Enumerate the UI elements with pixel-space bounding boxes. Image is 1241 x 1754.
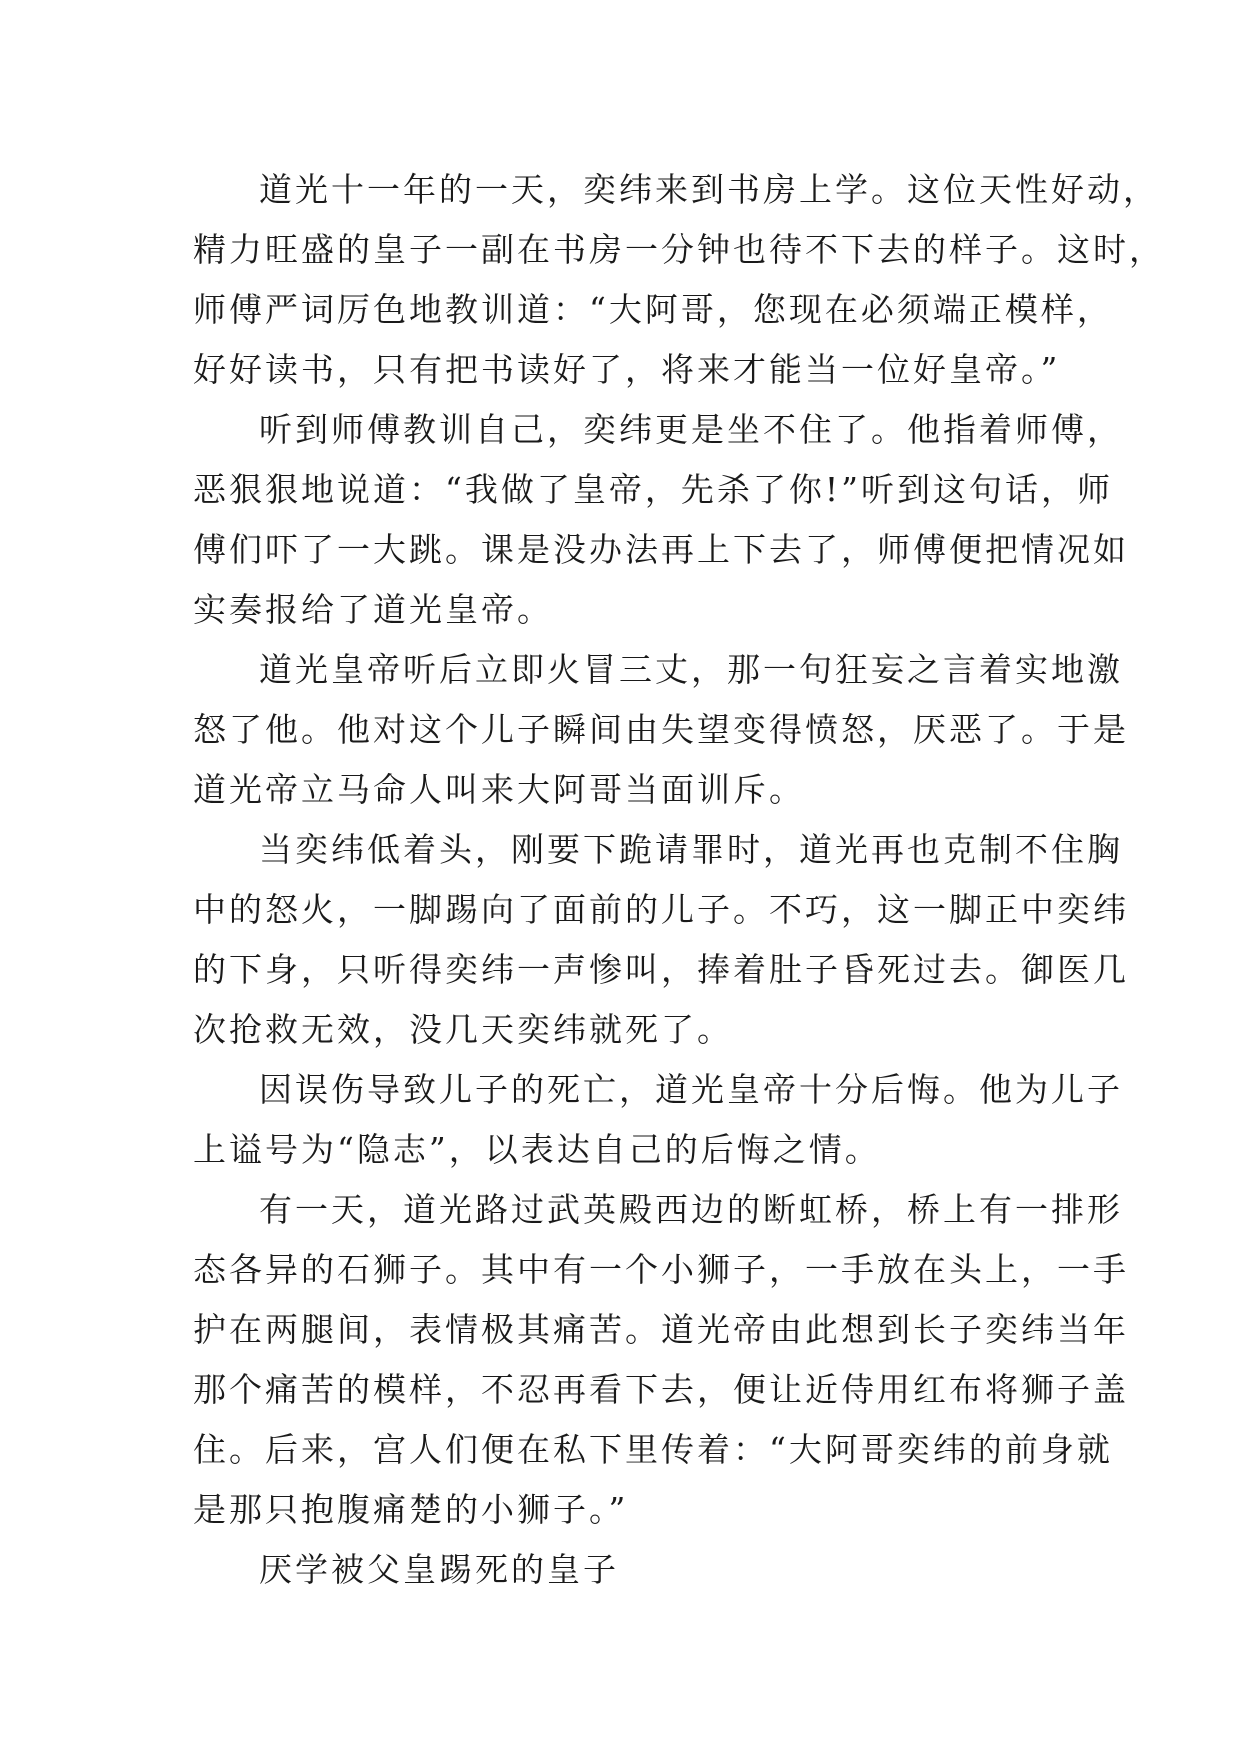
text-line: 护在两腿间，表情极其痛苦。道光帝由此想到长子奕纬当年 (193, 1310, 1129, 1349)
text-line: 师傅严词厉色地教训道：“大阿哥，您现在必须端正模样， (193, 290, 1113, 329)
text-line: 道光皇帝听后立即火冒三丈，那一句狂妄之言着实地激 (259, 650, 1123, 689)
text-line: 中的怒火，一脚踢向了面前的儿子。不巧，这一脚正中奕纬 (193, 890, 1129, 929)
text-line: 道光十一年的一天，奕纬来到书房上学。这位天性好动， (259, 170, 1159, 209)
text-line: 上谥号为“隐志”，以表达自己的后悔之情。 (193, 1130, 881, 1169)
text-line: 听到师傅教训自己，奕纬更是坐不住了。他指着师傅， (259, 410, 1123, 449)
text-line: 次抢救无效，没几天奕纬就死了。 (193, 1010, 733, 1049)
text-line: 住。后来，宫人们便在私下里传着：“大阿哥奕纬的前身就 (193, 1430, 1113, 1469)
text-line: 厌学被父皇踢死的皇子 (259, 1550, 619, 1589)
text-line: 当奕纬低着头，刚要下跪请罪时，道光再也克制不住胸 (259, 830, 1123, 869)
text-line: 的下身，只听得奕纬一声惨叫，捧着肚子昏死过去。御医几 (193, 950, 1129, 989)
text-line: 那个痛苦的模样，不忍再看下去，便让近侍用红布将狮子盖 (193, 1370, 1129, 1409)
text-line: 态各异的石狮子。其中有一个小狮子，一手放在头上，一手 (193, 1250, 1129, 1289)
text-line: 因误伤导致儿子的死亡，道光皇帝十分后悔。他为儿子 (259, 1070, 1123, 1109)
text-line: 实奏报给了道光皇帝。 (193, 590, 553, 629)
text-line: 是那只抱腹痛楚的小狮子。” (193, 1490, 629, 1529)
text-line: 精力旺盛的皇子一副在书房一分钟也待不下去的样子。这时， (193, 230, 1165, 269)
text-line: 傅们吓了一大跳。课是没办法再上下去了，师傅便把情况如 (193, 530, 1129, 569)
document-body (193, 160, 1165, 1600)
text-line: 恶狠狠地说道：“我做了皇帝，先杀了你!”听到这句话，师 (193, 470, 1114, 509)
text-line: 道光帝立马命人叫来大阿哥当面训斥。 (193, 770, 805, 809)
text-line: 怒了他。他对这个儿子瞬间由失望变得愤怒，厌恶了。于是 (193, 710, 1129, 749)
text-line: 好好读书，只有把书读好了，将来才能当一位好皇帝。” (193, 350, 1061, 389)
text-line: 有一天，道光路过武英殿西边的断虹桥，桥上有一排形 (259, 1190, 1123, 1229)
